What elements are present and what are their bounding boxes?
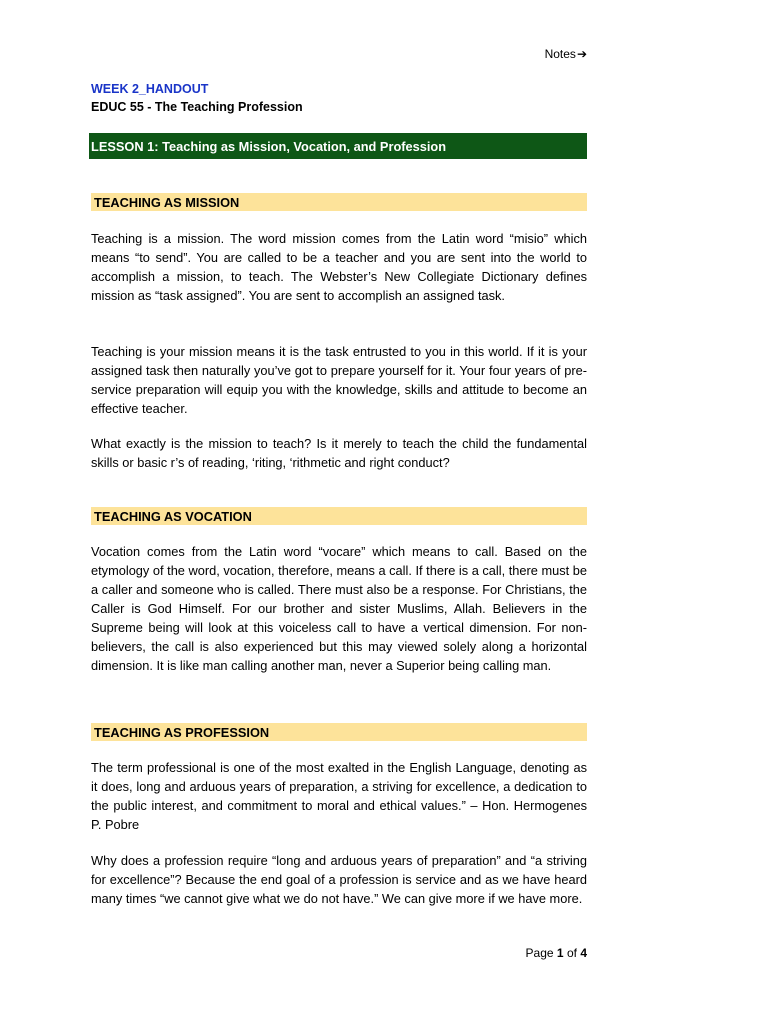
total-pages: 4 bbox=[580, 946, 587, 960]
current-page: 1 bbox=[556, 946, 564, 960]
paragraph-mission-1: Teaching is a mission. The word mission comes from the Latin word “misio” which means “to send”. You are called to be a teacher and you are sent into the world to accomplish a mission, to teach. The Webster’s New Collegiate Dictionary defines mission as “task assigned”. You are sent to accomplish an assigned task. bbox=[91, 231, 587, 303]
notes-label bbox=[545, 46, 587, 62]
section-heading-text: TEACHING AS VOCATION bbox=[94, 508, 252, 524]
section-heading-text: TEACHING AS PROFESSION bbox=[94, 724, 270, 740]
notes-text: Notes bbox=[544, 47, 576, 61]
paragraph-mission-2: Teaching is your mission means it is the task entrusted to you in this world. If it is your assigned task then naturally you’ve got to prepare yourself for it. Your four years of pre- service preparation will equip you with the knowledge, skills and attitude to become an effective teacher. bbox=[91, 344, 587, 416]
paragraph-vocation-1: Vocation comes from the Latin word “vocare” which means to call. Based on the etymology of the word, vocation, therefore, means a call. If there is a call, there must be a caller and someone who is called. There must also be a response. For Christians, the Caller is God Himself. For our brother and sister Muslims, Allah. Believers in the Supreme being will look at this voiceless call to have a vertical dimension. For non- believers, the call is also experienced but this may viewed solely along a horizontal dimension. It is like man calling another man, never a Superior being calling man. bbox=[91, 544, 587, 673]
lesson-title: LESSON 1: Teaching as Mission, Vocation, and Profession bbox=[91, 138, 447, 154]
section-heading-profession bbox=[91, 723, 587, 741]
paragraph-profession-2: Why does a profession require “long and arduous years of preparation” and “a striving for excellence”? Because the end goal of a profession is service and as we have heard many times “we cannot give what we do not have.” We can give more if we have more. bbox=[91, 853, 587, 906]
week-title: WEEK 2_HANDOUT bbox=[91, 82, 209, 96]
arrow-right-icon: ➔ bbox=[576, 47, 587, 61]
paragraph-mission-3: What exactly is the mission to teach? Is it merely to teach the child the fundamental skills or basic r’s of reading, ‘riting, ‘rithmetic and right conduct? bbox=[91, 436, 587, 470]
of-word: of bbox=[566, 946, 577, 960]
paragraph-profession-1: The term professional is one of the most exalted in the English Language, denoting as it does, long and arduous years of preparation, a striving for excellence, a dedication to the public interest, and commitment to moral and ethical values.” – Hon. Hermogenes P. Pobre bbox=[91, 760, 587, 832]
section-heading-vocation bbox=[91, 507, 587, 525]
page-number bbox=[526, 945, 587, 961]
section-heading-text: TEACHING AS MISSION bbox=[94, 194, 240, 210]
course-title: EDUC 55 - The Teaching Profession bbox=[91, 100, 303, 114]
section-heading-mission bbox=[91, 193, 587, 211]
lesson-title-bar bbox=[89, 133, 587, 159]
page-word: Page bbox=[525, 946, 554, 960]
